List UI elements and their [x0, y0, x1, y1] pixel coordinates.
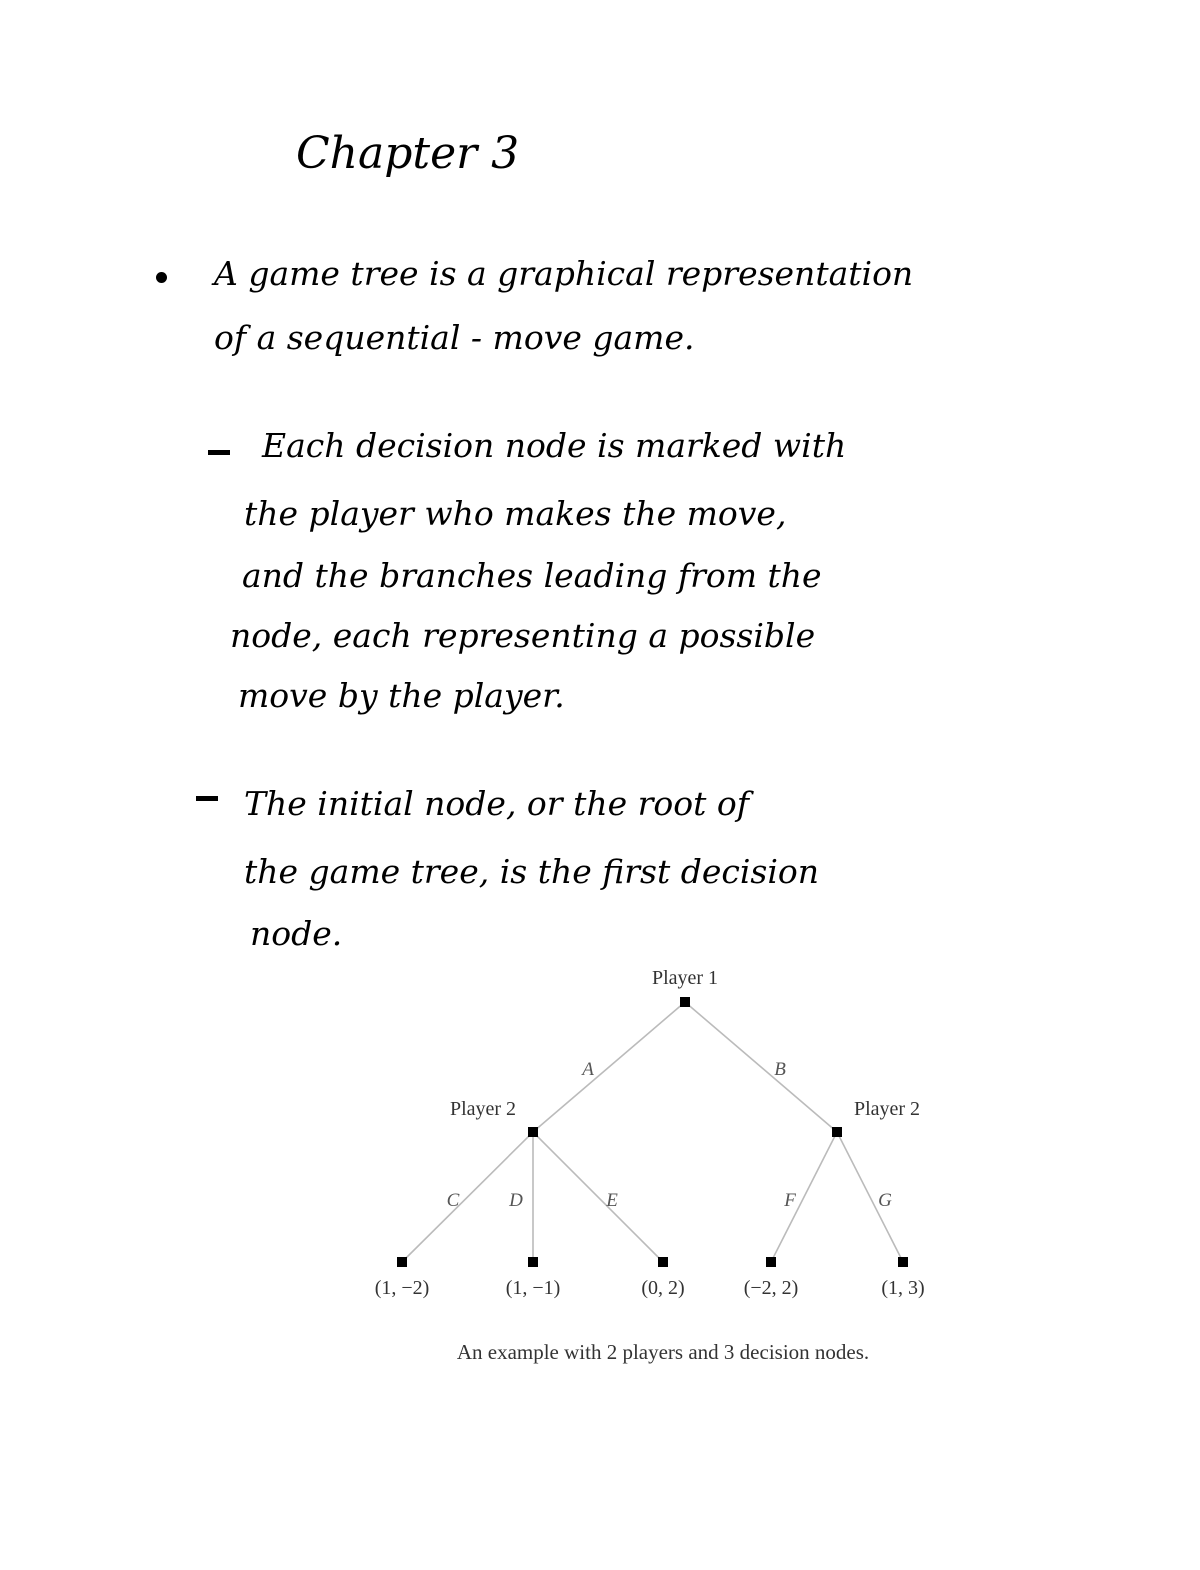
branch-F	[771, 1132, 837, 1262]
branch-A	[533, 1002, 685, 1132]
figure-caption: An example with 2 players and 3 decision nodes.	[456, 1340, 870, 1364]
terminal-node	[898, 1257, 908, 1267]
subpoint-2-line-3: node.	[250, 914, 343, 953]
subpoint-1-line-4: node, each representing a possible	[230, 616, 816, 655]
edge-label-B: B	[774, 1059, 786, 1080]
terminal-node	[766, 1257, 776, 1267]
root-player-label: Player 1	[651, 967, 719, 989]
edge-label-G: G	[878, 1190, 892, 1211]
terminal-node	[397, 1257, 407, 1267]
right-decision-node	[832, 1127, 842, 1137]
payoff-label: (1, 3)	[881, 1277, 925, 1299]
terminal-node	[658, 1257, 668, 1267]
subpoint-1-line-3: and the branches leading from the	[242, 556, 822, 595]
subpoint-2-line-1: The initial node, or the root of	[244, 784, 749, 823]
edge-label-D: D	[509, 1190, 523, 1211]
bullet-line-1: A game tree is a graphical representation	[214, 254, 914, 293]
subpoint-2-line-2: the game tree, is the first decision	[244, 852, 820, 891]
terminal-node	[528, 1257, 538, 1267]
root-node	[680, 997, 690, 1007]
edge-label-E: E	[606, 1190, 618, 1211]
bullet-line-2: of a sequential - move game.	[214, 318, 695, 357]
page-title: Chapter 3	[296, 128, 520, 179]
edge-label-C: C	[446, 1190, 460, 1211]
edge-label-A: A	[582, 1059, 594, 1080]
payoff-label: (1, −2)	[374, 1277, 430, 1299]
subpoint-1-line-1: Each decision node is marked with	[262, 426, 847, 465]
subpoint-1-line-5: move by the player.	[238, 676, 565, 715]
branch-G	[837, 1132, 903, 1262]
branch-B	[685, 1002, 837, 1132]
left-decision-node	[528, 1127, 538, 1137]
left-player-label: Player 2	[449, 1098, 517, 1120]
subpoint-1-line-2: the player who makes the move,	[244, 494, 787, 533]
payoff-label: (−2, 2)	[743, 1277, 799, 1299]
branch-E	[533, 1132, 663, 1262]
payoff-label: (0, 2)	[641, 1277, 685, 1299]
edge-label-F: F	[784, 1190, 796, 1211]
payoff-label: (1, −1)	[505, 1277, 561, 1299]
right-player-label: Player 2	[853, 1098, 921, 1120]
